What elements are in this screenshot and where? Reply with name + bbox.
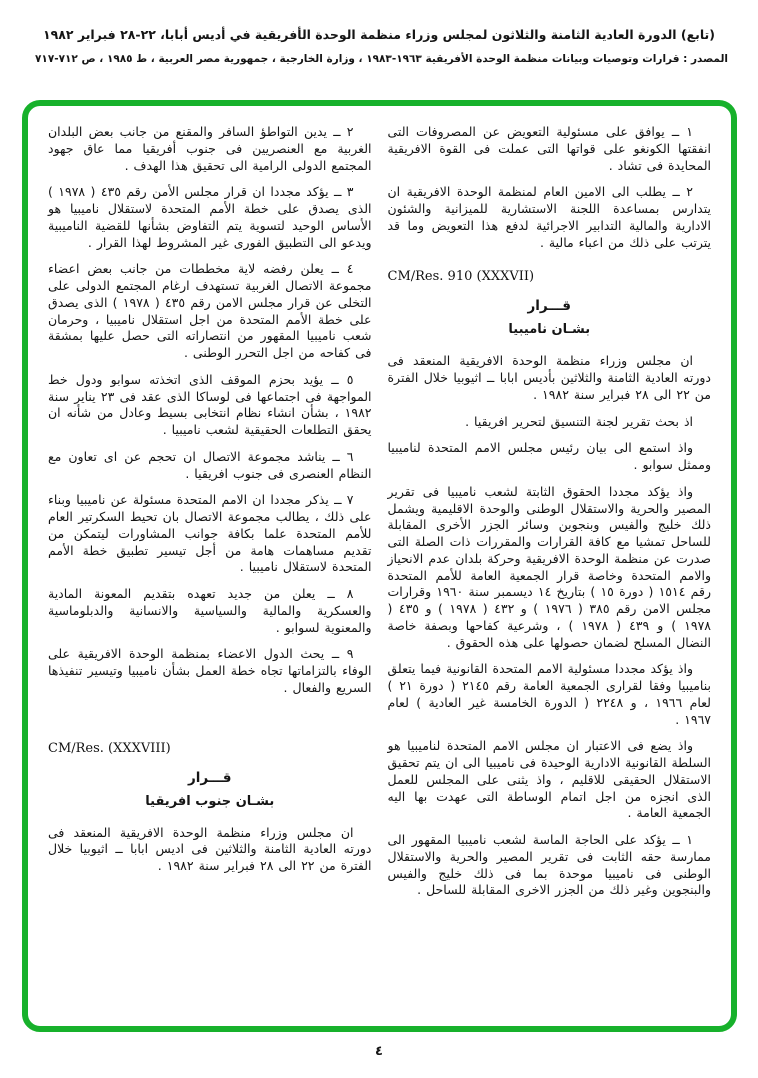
resolution-ref: CM/Res. (XXXVIII) <box>48 740 171 756</box>
resolution-subject: بشـان جنوب افريقيا <box>145 793 275 809</box>
clause-paragraph: ٢ ــ يطلب الى الامين العام لمنظمة الوحدة الافريقية ان يتدارس بمساعدة اللجنة الاستشارية للميزانية والشئون الادارية والمالية التدابير الاجرائية لدفع هذا التعويض وما قد يترتب على ذلك من اعباء مالية . <box>387 184 711 250</box>
resolution-title: قـــرار <box>188 769 232 786</box>
column-left <box>48 124 372 1014</box>
clause-paragraph: ١ ــ يؤكد على الحاجة الماسة لشعب ناميبيا المقهور الى ممارسة حقه الثابت فى تقرير المصير والحرية والاستقلال الوطنى فى ناميبيا موحدة بما فى ذلك خليج والفيس والبنجوين وغير ذلك من الجزر الاخرى المقابلة للساحل . <box>387 832 711 898</box>
preamble-paragraph: واذ يضع فى الاعتبار ان مجلس الامم المتحدة لناميبيا هو السلطة القانونية الادارية الوحيدة فى ناميبيا الى ان يتم تحقيق الاستقلال الحقيقى للاقليم ، واذ يثنى على المجلس للعمل الذى انجزه من اجل اتمام الوساطة التى عهدت بها اليه الجمعية العامة . <box>387 738 711 821</box>
page-header <box>30 26 728 65</box>
preamble-paragraph: ان مجلس وزراء منظمة الوحدة الافريقية المنعقد فى دورته العادية الثامنة والثلاثين فى اديس ابابا ــ اثيوبيا خلال الفترة من ٢٢ الى ٢٨ فبراير سنة ١٩٨٢ . <box>48 824 372 873</box>
clause-paragraph: ٢ ــ يدين التواطؤ السافر والمقنع من جانب بعض البلدان الغربية مع العنصريين فى جنوب أفريقيا مما عاق جهود المجتمع الدولى الرامية الى تحقيق هذا الهدف . <box>48 124 372 173</box>
column-right <box>388 124 712 1014</box>
clause-paragraph: ٩ ــ يحث الدول الاعضاء بمنظمة الوحدة الافريقية على الوفاء بالتزاماتها تجاه خطة العمل بشأن ناميبيا وتيسير تنفيذها السريع والفعال . <box>48 646 372 695</box>
clause-paragraph: ٨ ــ يعلن من جديد تعهده بتقديم المعونة المادية والعسكرية والمالية والسياسية والانسانية والدبلوماسية والمعنوية لسوابو . <box>48 586 372 635</box>
preamble-paragraph: واذ يؤكد مجددا مسئولية الامم المتحدة القانونية فيما يتعلق بناميبيا وفقا لقرارى الجمعية العامة رقم ٢١٤٥ ( دورة ٢١ ) لعام ١٩٦٦ ، و ٢٢٤٨ ( الدورة الخامسة غير العادية ) لعام ١٩٦٧ . <box>387 661 711 727</box>
preamble-paragraph: اذ بحث تقرير لجنة التنسيق لتحرير افريقيا . <box>465 413 693 429</box>
resolution-title: قـــرار <box>527 298 571 315</box>
resolution-subject: بشـان ناميبيا <box>508 322 591 338</box>
preamble-paragraph: ان مجلس وزراء منظمة الوحدة الافريقية المنعقد فى دورته العادية الثامنة والثلاثين بأديس ابابا ــ اثيوبيا خلال الفترة من ٢٢ الى ٢٨ فبراير سنة ١٩٨٢ . <box>387 353 711 402</box>
preamble-paragraph: واذ استمع الى بيان رئيس مجلس الامم المتحدة لناميبيا وممثل سوابو . <box>387 440 711 472</box>
document-frame <box>22 100 737 1032</box>
page-header-source: المصدر : قرارات وتوصيات وبيانات منظمة الوحدة الأفريقية ١٩٦٣-١٩٨٣ ، وزارة الخارجية ، جمهورية مصر العربية ، ط ١٩٨٥ ، ص ٧١٢-٧١٧ <box>35 52 728 65</box>
resolution-ref: CM/Res. 910 (XXXVII) <box>387 269 535 285</box>
preamble-paragraph: واذ يؤكد مجددا الحقوق الثابتة لشعب ناميبيا فى تقرير المصير والحرية والاستقلال الوطنى والوحدة الاقليمية ويشمل ذلك خليج والفيس وبنجوين وسائر الجزر الأخرى المقابلة للساحل تمشيا مع كافة القرارات والمقررات ذات الصلة التى صدرت عن منظمة الوحدة الافريقية وحركة بلدان عدم الانحياز والامم المتحدة وخاصة قرار الجمعية العامة للأمم المتحدة رقم ١٥١٤ ( دورة ١٥ ) بتاريخ ١٤ ديسمبر سنة ١٩٦٠ وقرارات مجلس الامن رقم ٣٨٥ ( ١٩٧٦ ) و ٤٣٢ ( ١٩٧٨ ) و ٤٣٥ ( ١٩٧٨ ) و ٤٣٩ ( ١٩٧٨ ) ، وشرعية كفاحها وبصفة خاصة النضال المسلح لضمان حصولها على هذه الحقوق . <box>387 483 712 650</box>
page-header-title: (تابع) الدورة العادية الثامنة والثلاثون لمجلس وزراء منظمة الوحدة الأفريقية في أديس أبابا، ٢٢-٢٨ فبراير ١٩٨٢ <box>43 27 715 42</box>
clause-paragraph: ١ ــ يوافق على مسئولية التعويض عن المصروفات التى انفقتها الكونغو على قواتها التى عملت فى القوة الافريقية المحايدة فى تشاد . <box>387 124 711 173</box>
page-number: ٤ <box>375 1044 383 1059</box>
clause-paragraph: ٦ ــ يناشد مجموعة الاتصال ان تحجم عن اى تعاون مع النظام العنصرى فى جنوب افريقيا . <box>48 448 372 481</box>
clause-paragraph: ٧ ــ يذكر مجددا ان الامم المتحدة مسئولة عن ناميبيا وبناء على ذلك ، يطالب مجموعة الاتصال بان تحيط السكرتير العام للأمم المتحدة علما بكافة جوانب المشاورات ليتمكن من تقديم مساهمات هامة من أجل تيسير تطبيق خطة الأمم المتحدة لاستقلال ناميبيا . <box>48 492 372 575</box>
two-column-layout <box>28 106 731 1026</box>
clause-paragraph: ٤ ــ يعلن رفضه لاية مخططات من جانب بعض اعضاء مجموعة الاتصال الغربية تستهدف ارغام المجتمع الدولى على التخلى عن قرار مجلس الامن رقم ٤٣٥ ( ١٩٧٨ ) الذى يصدق على خطة الأمم المتحدة من اجل استقلال ناميبيا ، وحرمان شعب ناميبيا المقهور من انتصاراته التى حصل عليها بمشقة فى كفاحه من اجل التحرر الوطنى . <box>48 261 372 360</box>
clause-paragraph: ٥ ــ يؤيد بحزم الموقف الذى اتخذته سوابو ودول خط المواجهة فى اجتماعها فى لوساكا الذى عقد فى ٢٣ يناير سنة ١٩٨٢ ، بشأن انشاء نظام انتخابى بسيط وعادل من شأنه ان يحقق التطلعات الحقيقية لشعب ناميبيا . <box>48 371 372 437</box>
clause-paragraph: ٣ ــ يؤكد مجددا ان قرار مجلس الأمن رقم ٤٣٥ ( ١٩٧٨ ) الذى يصدق على خطة الأمم المتحدة لاستقلال ناميبيا هو الأساس الوحيد لتسوية يتم التفاوض بشأنها للقضية الناميبية ويدعو الى التطبيق الفورى غير المشروط لهذا القرار . <box>48 184 372 250</box>
